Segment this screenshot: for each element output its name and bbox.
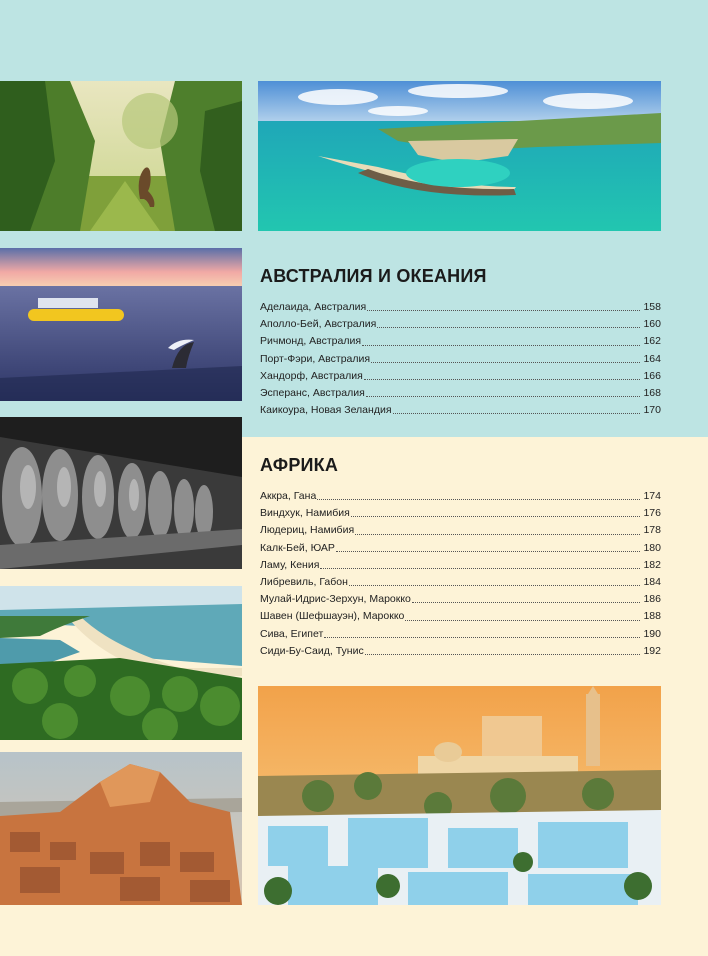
- dot-leader: [349, 585, 640, 586]
- toc-entry[interactable]: [258, 593, 661, 610]
- toc-entry-name: Каикоура, Новая Зеландия: [260, 404, 392, 417]
- toc-entry[interactable]: [258, 404, 661, 421]
- toc-entry-page: 178: [643, 524, 661, 537]
- dot-leader: [351, 516, 640, 517]
- toc-entry-name: Шавен (Шефшауэн), Марокко: [260, 610, 405, 623]
- kangaroo-vineyard-photo: [0, 81, 242, 231]
- section-africa: [258, 455, 661, 662]
- dot-leader: [377, 327, 640, 328]
- toc-entry-name: Аккра, Гана: [260, 490, 317, 502]
- toc-entry-name: Сива, Египет: [260, 627, 324, 640]
- toc-entry-page: 176: [643, 507, 661, 520]
- dot-leader: [355, 534, 640, 535]
- toc-entry-name: Ламу, Кения: [260, 558, 320, 571]
- toc-entry-name: Людериц, Намибия: [260, 524, 355, 537]
- toc-entry-name: Ричмонд, Австралия: [260, 335, 362, 348]
- toc-list: [258, 301, 661, 421]
- apollo-bay-harbor-photo: [258, 81, 661, 231]
- toc-entry-page: 184: [643, 575, 661, 588]
- toc-entry[interactable]: [258, 335, 661, 352]
- toc-entry[interactable]: [258, 318, 661, 335]
- toc-entry-page: 162: [643, 335, 661, 348]
- toc-entry[interactable]: [258, 524, 661, 541]
- toc-entry-page: 182: [643, 558, 661, 571]
- toc-entry-name: Порт-Фэри, Австралия: [260, 352, 371, 365]
- toc-entry[interactable]: [258, 370, 661, 387]
- toc-entry[interactable]: [258, 610, 661, 627]
- toc-entry-page: 180: [643, 541, 661, 554]
- toc-entry-page: 186: [643, 593, 661, 606]
- carved-faces-photo: [0, 417, 242, 569]
- dot-leader: [364, 379, 640, 380]
- section-title: АФРИКА: [260, 455, 339, 475]
- section-title: АВСТРАЛИЯ И ОКЕАНИЯ: [260, 266, 487, 286]
- toc-entry-name: Аполло-Бей, Австралия: [260, 318, 377, 331]
- toc-entry-name: Аделаида, Австралия: [260, 301, 367, 313]
- tropical-beach-photo: [0, 586, 242, 740]
- siwa-ruins-photo: [0, 752, 242, 905]
- toc-entry-page: 160: [643, 318, 661, 331]
- dot-leader: [412, 602, 640, 603]
- toc-entry-page: 174: [643, 490, 661, 502]
- section-australia-oceania: [258, 266, 661, 421]
- dot-leader: [317, 499, 640, 500]
- toc-entry[interactable]: [258, 576, 661, 593]
- toc-entry-name: Эсперанс, Австралия: [260, 386, 365, 399]
- toc-entry-page: 164: [643, 352, 661, 365]
- toc-entry[interactable]: [258, 559, 661, 576]
- toc-entry[interactable]: [258, 353, 661, 370]
- dot-leader: [371, 362, 640, 363]
- toc-entry-name: Сиди-Бу-Саид, Тунис: [260, 644, 364, 657]
- toc-entry-page: 168: [643, 386, 661, 399]
- toc-entry[interactable]: [258, 301, 661, 318]
- dot-leader: [367, 310, 640, 311]
- toc-entry[interactable]: [258, 387, 661, 404]
- toc-entry-page: 192: [643, 644, 661, 657]
- toc-entry[interactable]: [258, 542, 661, 559]
- toc-entry-name: Мулай-Идрис-Зерхун, Марокко: [260, 593, 411, 606]
- toc-entry-page: 190: [643, 627, 661, 640]
- dot-leader: [405, 620, 640, 621]
- toc-entry[interactable]: [258, 490, 661, 507]
- dot-leader: [393, 413, 640, 414]
- toc-list: [258, 490, 661, 662]
- dot-leader: [366, 396, 640, 397]
- toc-entry-page: 158: [643, 301, 661, 313]
- dot-leader: [362, 345, 640, 346]
- toc-entry-name: Либревиль, Габон: [260, 575, 348, 588]
- toc-entry-page: 170: [643, 404, 661, 417]
- dot-leader: [320, 568, 640, 569]
- toc-entry-name: Хандорф, Австралия: [260, 369, 363, 382]
- sidi-bou-said-photo: [258, 686, 661, 905]
- dot-leader: [336, 551, 640, 552]
- toc-entry-page: 188: [643, 610, 661, 623]
- dot-leader: [365, 654, 640, 655]
- toc-entry[interactable]: [258, 628, 661, 645]
- whale-watching-photo: [0, 248, 242, 401]
- toc-entry[interactable]: [258, 507, 661, 524]
- toc-entry-name: Калк-Бей, ЮАР: [260, 541, 335, 554]
- dot-leader: [324, 637, 640, 638]
- toc-entry[interactable]: [258, 645, 661, 662]
- toc-entry-name: Виндхук, Намибия: [260, 507, 350, 520]
- toc-entry-page: 166: [643, 369, 661, 382]
